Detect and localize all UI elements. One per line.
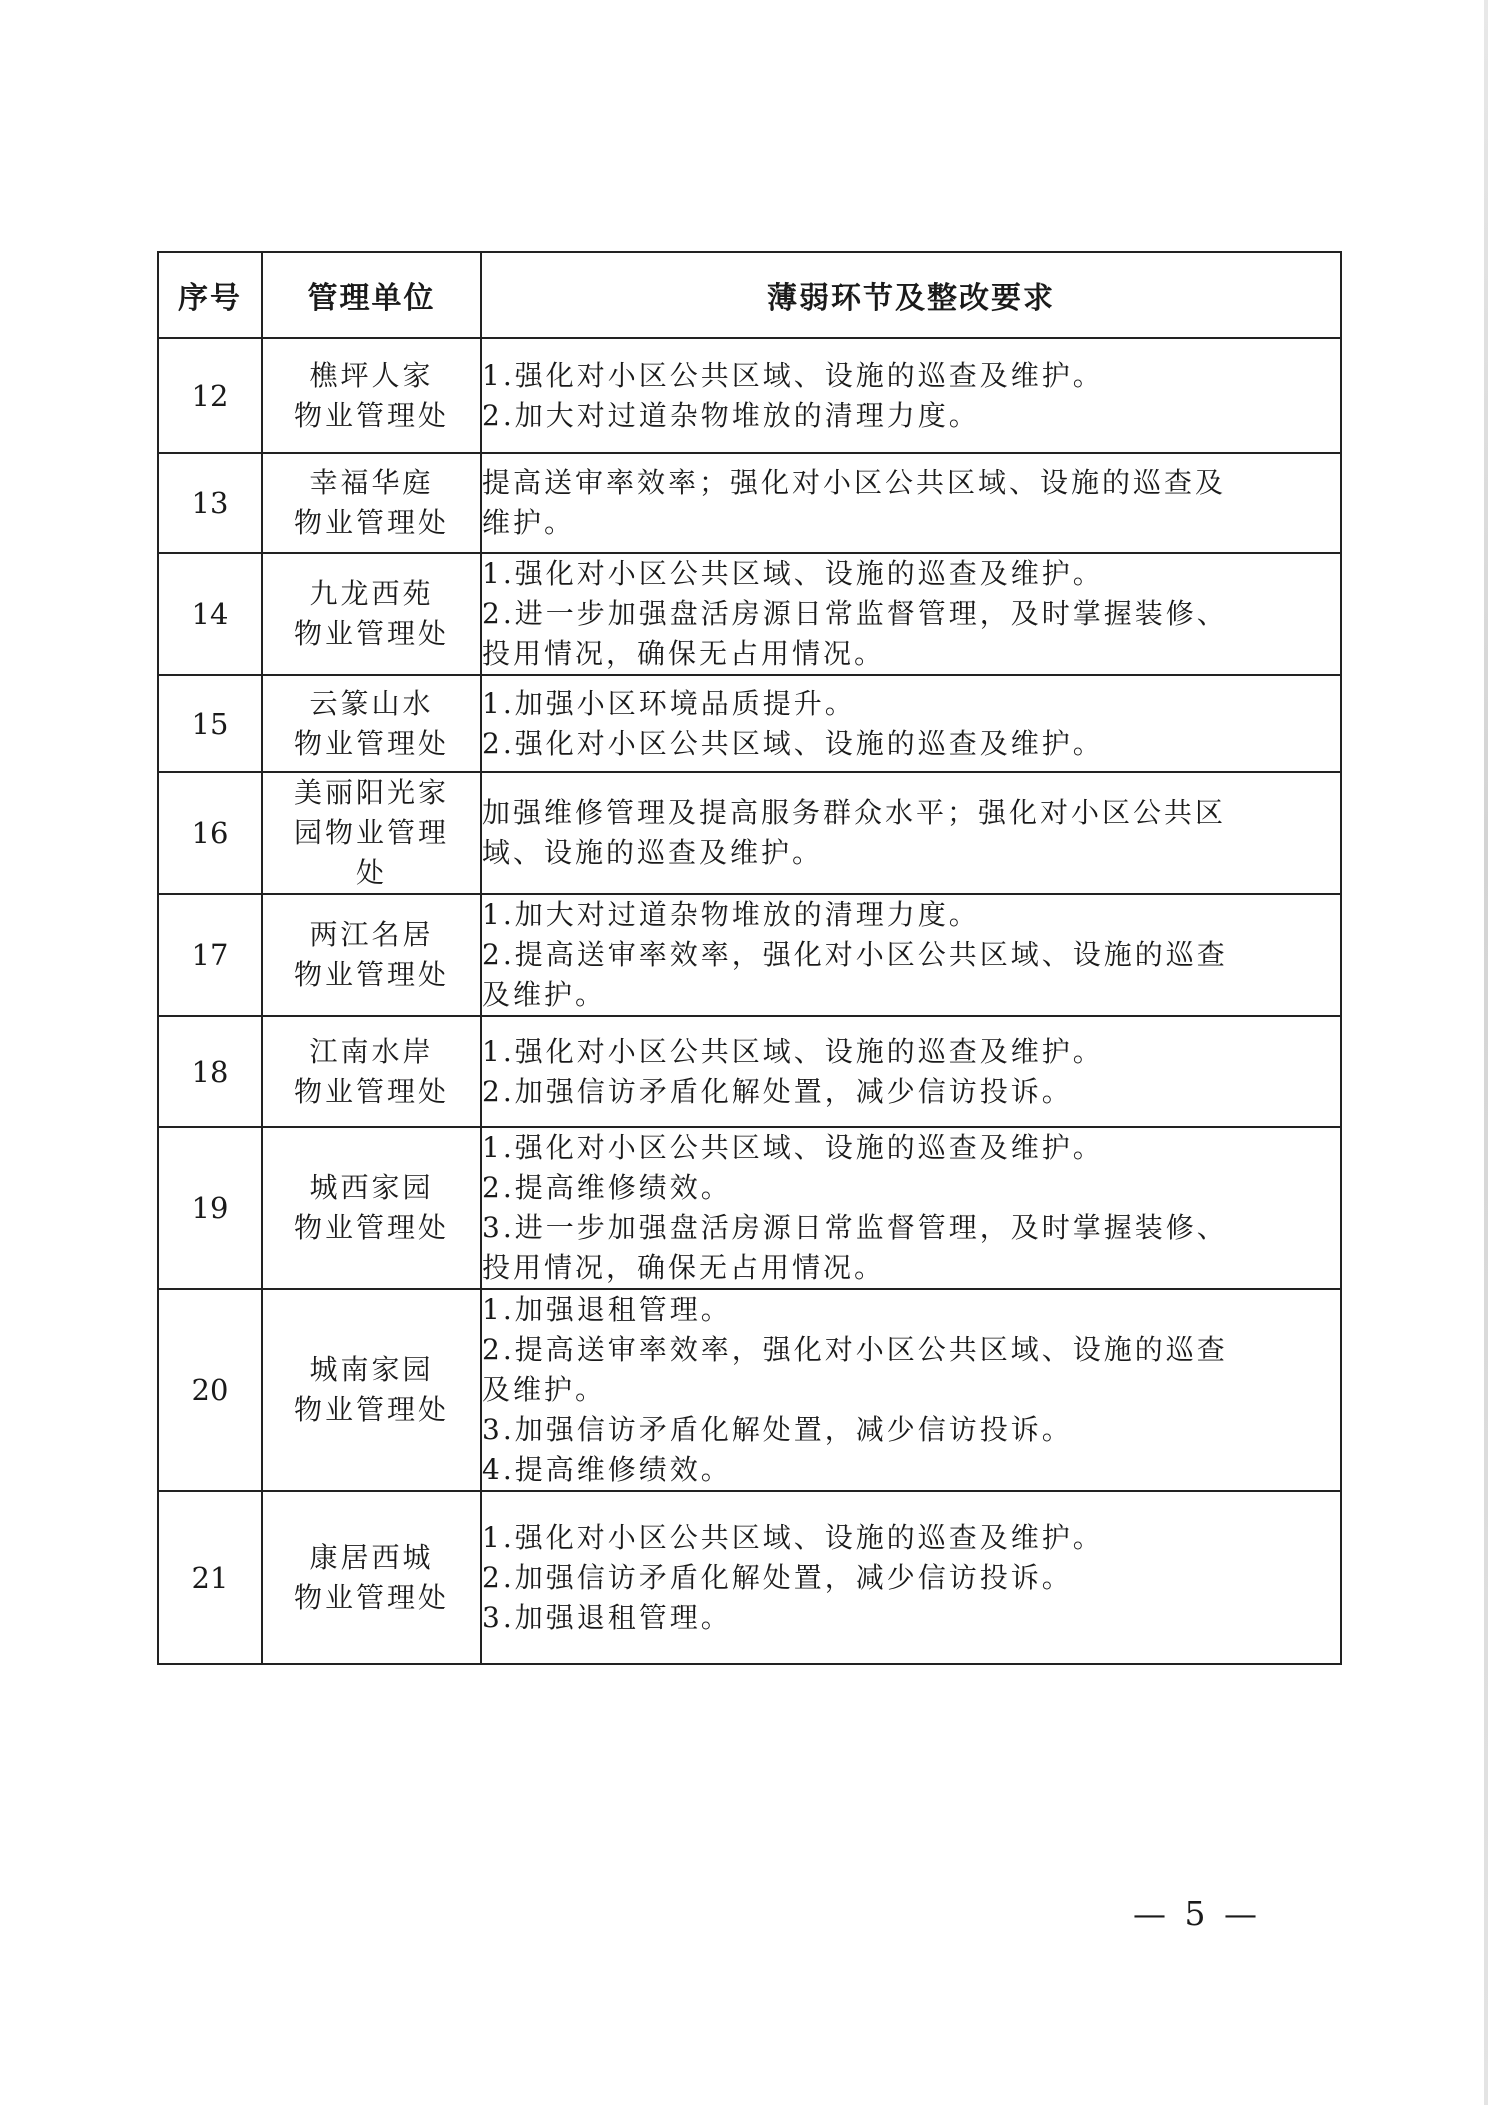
table-row bbox=[158, 772, 1341, 894]
management-unit-cell bbox=[262, 1289, 481, 1491]
requirement-line: 1.加强小区环境品质提升。 bbox=[482, 686, 856, 720]
management-unit-line: 康居西城 bbox=[309, 1540, 434, 1574]
management-unit-line: 幸福华庭 bbox=[309, 466, 434, 499]
requirements-cell bbox=[481, 894, 1341, 1016]
rectification-table bbox=[157, 251, 1342, 1665]
requirement-line: 投用情况，确保无占用情况。 bbox=[482, 1251, 886, 1284]
requirement-line: 加强维修管理及提高服务群众水平；强化对小区公共区 bbox=[482, 796, 1227, 829]
header-management-unit: 管理单位 bbox=[262, 252, 481, 338]
management-unit-line: 园物业管理 bbox=[293, 816, 449, 849]
requirement-line: 1.强化对小区公共区域、设施的巡查及维护。 bbox=[482, 557, 1104, 590]
requirements-cell bbox=[481, 675, 1341, 772]
management-unit-cell bbox=[262, 772, 481, 894]
requirement-line: 2.提高送审率效率，强化对小区公共区域、设施的巡查 bbox=[482, 1333, 1228, 1366]
requirement-line: 4.提高维修绩效。 bbox=[482, 1453, 732, 1486]
requirement-line: 及维护。 bbox=[482, 1373, 607, 1406]
management-unit-line: 物业管理处 bbox=[293, 1211, 449, 1244]
management-unit-line: 城西家园 bbox=[309, 1171, 434, 1204]
management-unit-cell bbox=[262, 338, 481, 453]
requirements-cell bbox=[481, 772, 1341, 894]
serial-number-cell: 21 bbox=[158, 1491, 262, 1664]
management-unit-line: 物业管理处 bbox=[293, 1393, 449, 1426]
requirement-line: 1.强化对小区公共区域、设施的巡查及维护。 bbox=[482, 1034, 1104, 1068]
requirement-line: 2.提高维修绩效。 bbox=[482, 1171, 732, 1204]
requirements-cell bbox=[481, 453, 1341, 553]
table-row bbox=[158, 675, 1341, 772]
requirement-line: 2.提高送审率效率，强化对小区公共区域、设施的巡查 bbox=[482, 938, 1228, 971]
requirements-cell bbox=[481, 553, 1341, 675]
requirement-line: 维护。 bbox=[482, 506, 576, 539]
serial-number-cell: 16 bbox=[158, 772, 262, 894]
serial-number-cell: 12 bbox=[158, 338, 262, 453]
scan-edge bbox=[1484, 0, 1488, 2105]
serial-number-cell: 19 bbox=[158, 1127, 262, 1289]
requirement-line: 1.加强退租管理。 bbox=[482, 1293, 732, 1326]
requirements-cell bbox=[481, 1491, 1341, 1664]
requirement-line: 2.进一步加强盘活房源日常监督管理，及时掌握装修、 bbox=[482, 597, 1228, 630]
header-requirements: 薄弱环节及整改要求 bbox=[481, 252, 1341, 338]
requirement-line: 2.加强信访矛盾化解处置，减少信访投诉。 bbox=[482, 1560, 1073, 1594]
table-row bbox=[158, 894, 1341, 1016]
table-row bbox=[158, 1127, 1341, 1289]
requirement-line: 1.强化对小区公共区域、设施的巡查及维护。 bbox=[482, 1131, 1104, 1164]
requirement-line: 域、设施的巡查及维护。 bbox=[482, 836, 824, 869]
management-unit-cell bbox=[262, 1491, 481, 1664]
requirements-cell bbox=[481, 1127, 1341, 1289]
serial-number-cell: 18 bbox=[158, 1016, 262, 1127]
management-unit-line: 处 bbox=[355, 856, 387, 889]
requirement-line: 2.加强信访矛盾化解处置，减少信访投诉。 bbox=[482, 1074, 1073, 1108]
management-unit-cell bbox=[262, 675, 481, 772]
requirements-cell bbox=[481, 338, 1341, 453]
table-row bbox=[158, 453, 1341, 553]
requirements-cell bbox=[481, 1016, 1341, 1127]
requirement-line: 及维护。 bbox=[482, 978, 607, 1011]
management-unit-line: 樵坪人家 bbox=[309, 358, 434, 392]
management-unit-line: 两江名居 bbox=[309, 918, 434, 951]
management-unit-line: 城南家园 bbox=[309, 1353, 434, 1386]
serial-number-cell: 20 bbox=[158, 1289, 262, 1491]
requirement-line: 1.加大对过道杂物堆放的清理力度。 bbox=[482, 898, 980, 931]
management-unit-cell bbox=[262, 553, 481, 675]
management-unit-line: 物业管理处 bbox=[293, 617, 449, 650]
management-unit-line: 九龙西苑 bbox=[309, 577, 434, 610]
requirement-line: 1.强化对小区公共区域、设施的巡查及维护。 bbox=[482, 1520, 1104, 1554]
requirement-line: 3.加强信访矛盾化解处置，减少信访投诉。 bbox=[482, 1413, 1073, 1446]
serial-number-cell: 13 bbox=[158, 453, 262, 553]
management-unit-line: 物业管理处 bbox=[293, 398, 449, 432]
serial-number-cell: 17 bbox=[158, 894, 262, 1016]
requirement-line: 2.强化对小区公共区域、设施的巡查及维护。 bbox=[482, 726, 1104, 760]
table-row bbox=[158, 553, 1341, 675]
management-unit-cell bbox=[262, 894, 481, 1016]
requirement-line: 提高送审率效率；强化对小区公共区域、设施的巡查及 bbox=[482, 466, 1227, 499]
serial-number-cell: 15 bbox=[158, 675, 262, 772]
management-unit-line: 物业管理处 bbox=[293, 958, 449, 991]
requirements-cell bbox=[481, 1289, 1341, 1491]
requirement-line: 投用情况，确保无占用情况。 bbox=[482, 637, 886, 670]
page-number: — 5 — bbox=[1133, 1894, 1261, 1933]
management-unit-cell bbox=[262, 1016, 481, 1127]
table-row bbox=[158, 1016, 1341, 1127]
management-unit-line: 物业管理处 bbox=[293, 1580, 449, 1614]
table-body bbox=[158, 338, 1341, 1664]
management-unit-cell bbox=[262, 453, 481, 553]
serial-number-cell: 14 bbox=[158, 553, 262, 675]
requirement-line: 2.加大对过道杂物堆放的清理力度。 bbox=[482, 398, 980, 432]
management-unit-line: 物业管理处 bbox=[293, 506, 449, 539]
table-row bbox=[158, 338, 1341, 453]
management-unit-cell bbox=[262, 1127, 481, 1289]
management-unit-line: 物业管理处 bbox=[293, 1074, 449, 1108]
table-header-row bbox=[158, 252, 1341, 338]
management-unit-line: 江南水岸 bbox=[309, 1034, 434, 1068]
table-row bbox=[158, 1491, 1341, 1664]
requirement-line: 3.进一步加强盘活房源日常监督管理，及时掌握装修、 bbox=[482, 1211, 1228, 1244]
management-unit-line: 云篆山水 bbox=[309, 686, 434, 720]
requirement-line: 1.强化对小区公共区域、设施的巡查及维护。 bbox=[482, 358, 1104, 392]
header-serial-number: 序号 bbox=[158, 252, 262, 338]
table-row bbox=[158, 1289, 1341, 1491]
management-unit-line: 物业管理处 bbox=[293, 726, 449, 760]
management-unit-line: 美丽阳光家 bbox=[293, 776, 449, 809]
requirement-line: 3.加强退租管理。 bbox=[482, 1600, 732, 1634]
